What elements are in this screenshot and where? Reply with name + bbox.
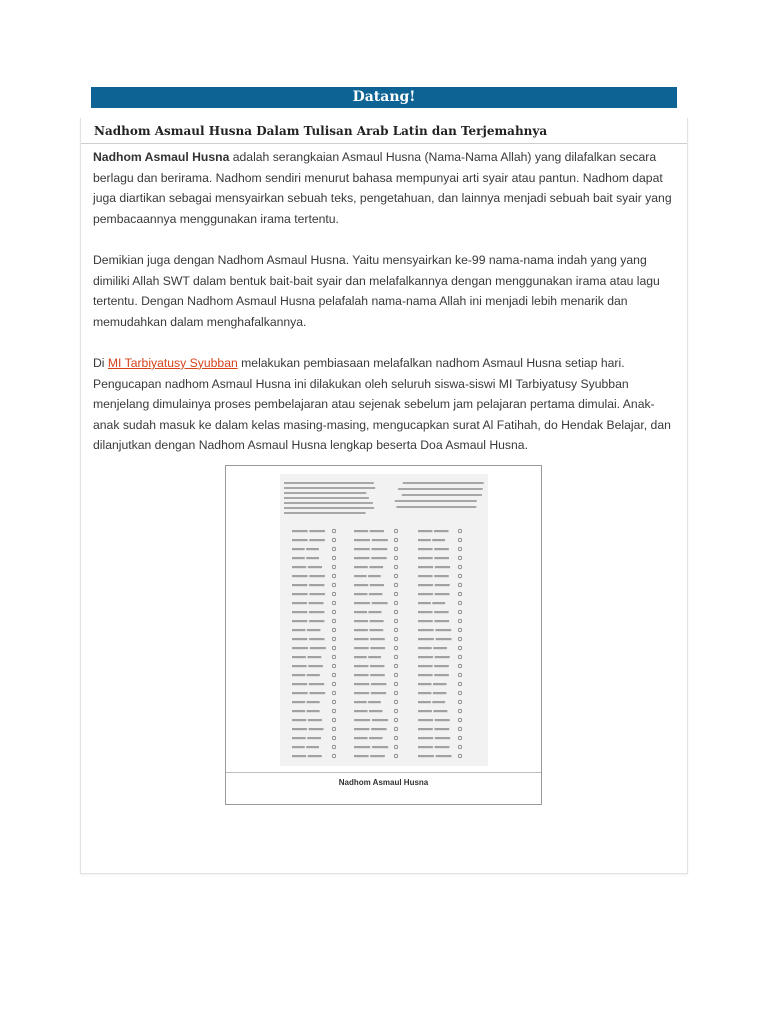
post-body [93, 147, 678, 477]
caption-divider [226, 772, 541, 773]
third-prefix: Di [93, 355, 108, 370]
school-link[interactable]: MI Tarbiyatusy Syubban [107, 355, 238, 370]
paragraph-third [93, 353, 678, 456]
figure-box [225, 465, 542, 805]
paragraph-intro [93, 147, 678, 229]
figure-caption: Nadhom Asmaul Husna [338, 778, 429, 787]
welcome-banner [91, 87, 677, 108]
third-text: melakukan pembiasaan melafalkan nadhom Asmaul Husna setiap hari. Pengucapan nadhom Asmaul Husna ini dilakukan oleh seluruh siswa-siswi MI Tarbiyatusy Syubban menjelang dimulainya proses pembelajaran atau sejenak sebelum jam pelajaran pertama dimulai. Anak-anak sudah masuk ke dalam kelas masing-masing, mengucapkan surat Al Fatihah, do Hendak Belajar, dan dilanjutkan dengan Nadhom Asmaul Husna lengkap beserta Doa Asmaul Husna. [93, 355, 671, 453]
post-title: Nadhom Asmaul Husna Dalam Tulisan Arab Latin dan Terjemahnya [81, 118, 687, 144]
intro-bold-term: Nadhom Asmaul Husna [93, 150, 230, 164]
nadhom-scan-image [280, 474, 488, 766]
intro-text: adalah serangkaian Asmaul Husna (Nama-Nama Allah) yang dilafalkan secara berlagu dan berirama. Nadhom sendiri menurut bahasa mempunyai arti syair atau pantun. Nadhom dapat juga diartikan sebagai mensyairkan sebuah teks, pengetahuan, dan lainnya menjadi sebuah bait syair yang pembacaannya menggunakan irama tertentu. [93, 150, 672, 226]
banner-text: Datang! [352, 89, 416, 105]
paragraph-second: Demikian juga dengan Nadhom Asmaul Husna. Yaitu mensyairkan ke-99 nama-nama indah yang yang dimiliki Allah SWT dalam bentuk bait-bait syair dan melafalkannya dengan menggunakan irama atau lagu tertentu. Dengan Nadhom Asmaul Husna pelafalah nama-nama Allah ini menjadi lebih menarik dan memudahkan dalam menghafalkannya. [93, 252, 660, 329]
